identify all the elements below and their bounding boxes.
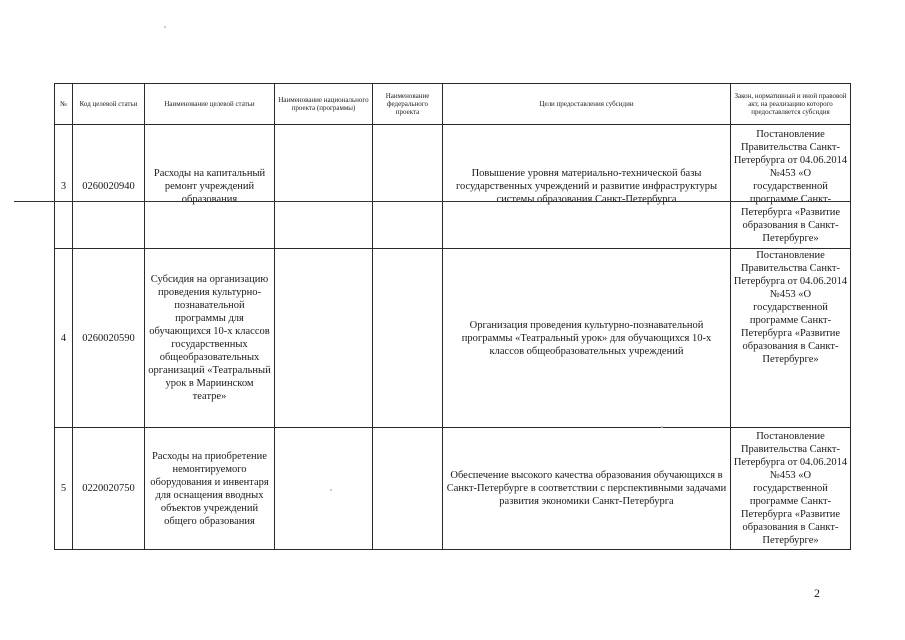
table-row <box>55 125 851 249</box>
subsidy-table <box>54 83 851 550</box>
row-num: 5 <box>55 428 73 550</box>
scan-speck <box>661 426 663 428</box>
header-code: Код целевой статьи <box>73 84 145 125</box>
row-num: 3 <box>55 125 73 249</box>
scan-speck <box>330 489 332 491</box>
row-code: 0260020940 <box>73 125 145 249</box>
scan-speck <box>164 26 166 28</box>
row-national-project <box>275 428 373 550</box>
row-law: Постановление Правительства Санкт-Петербурга от 04.06.2014 №453 «О государственной программе Санкт-Петербурга «Развитие образования в Санкт-Петербурге» <box>731 428 851 550</box>
row-num: 4 <box>55 249 73 428</box>
row-federal-project <box>373 125 443 249</box>
row-national-project <box>275 125 373 249</box>
row-name: Расходы на капитальный ремонт учреждений образования <box>145 125 275 249</box>
row-law: Постановление Правительства Санкт-Петербурга от 04.06.2014 №453 «О государственной программе Санкт-Петербурга «Развитие образования в Санкт-Петербурге» <box>731 249 851 428</box>
row-goals: Обеспечение высокого качества образования обучающихся в Санкт-Петербурге в соответствии с перспективными задачами развития экономики Санкт-Петербурга <box>443 428 731 550</box>
header-row <box>55 84 851 125</box>
header-law: Закон, нормативный и иной правовой акт, на реализацию которого предоставляется субсидия <box>731 84 851 125</box>
header-goals: Цели предоставления субсидии <box>443 84 731 125</box>
row-name: Субсидия на организацию проведения культурно-познавательной программы для обучающихся 10-х классов государственных общеобразовательных организаций «Театральный урок в Мариинском театре» <box>145 249 275 428</box>
row-code: 0220020750 <box>73 428 145 550</box>
row-code: 0260020590 <box>73 249 145 428</box>
row-law: Постановление Правительства Санкт-Петербурга от 04.06.2014 №453 «О государственной программе Санкт-Петербурга «Развитие образования в Санкт-Петербурге» <box>731 125 851 249</box>
row-name: Расходы на приобретение немонтируемого оборудования и инвентаря для оснащения вводных объектов учреждений общего образования <box>145 428 275 550</box>
page-number: 2 <box>814 586 820 600</box>
table-row <box>55 428 851 550</box>
row-goals: Организация проведения культурно-познавательной программы «Театральный урок» для обучающихся 10-х классов общеобразовательных учреждений <box>443 249 731 428</box>
row-national-project <box>275 249 373 428</box>
table-row <box>55 249 851 428</box>
row-goals: Повышение уровня материально-технической базы государственных учреждений и развитие инфраструктуры системы образования Санкт-Петербурга <box>443 125 731 249</box>
row-federal-project <box>373 428 443 550</box>
header-federal-project: Наименование федерального проекта <box>373 84 443 125</box>
row-federal-project <box>373 249 443 428</box>
header-name: Наименование целевой статьи <box>145 84 275 125</box>
header-num: № <box>55 84 73 125</box>
header-national-project: Наименование национального проекта (программы) <box>275 84 373 125</box>
scan-fold-line <box>14 201 850 202</box>
